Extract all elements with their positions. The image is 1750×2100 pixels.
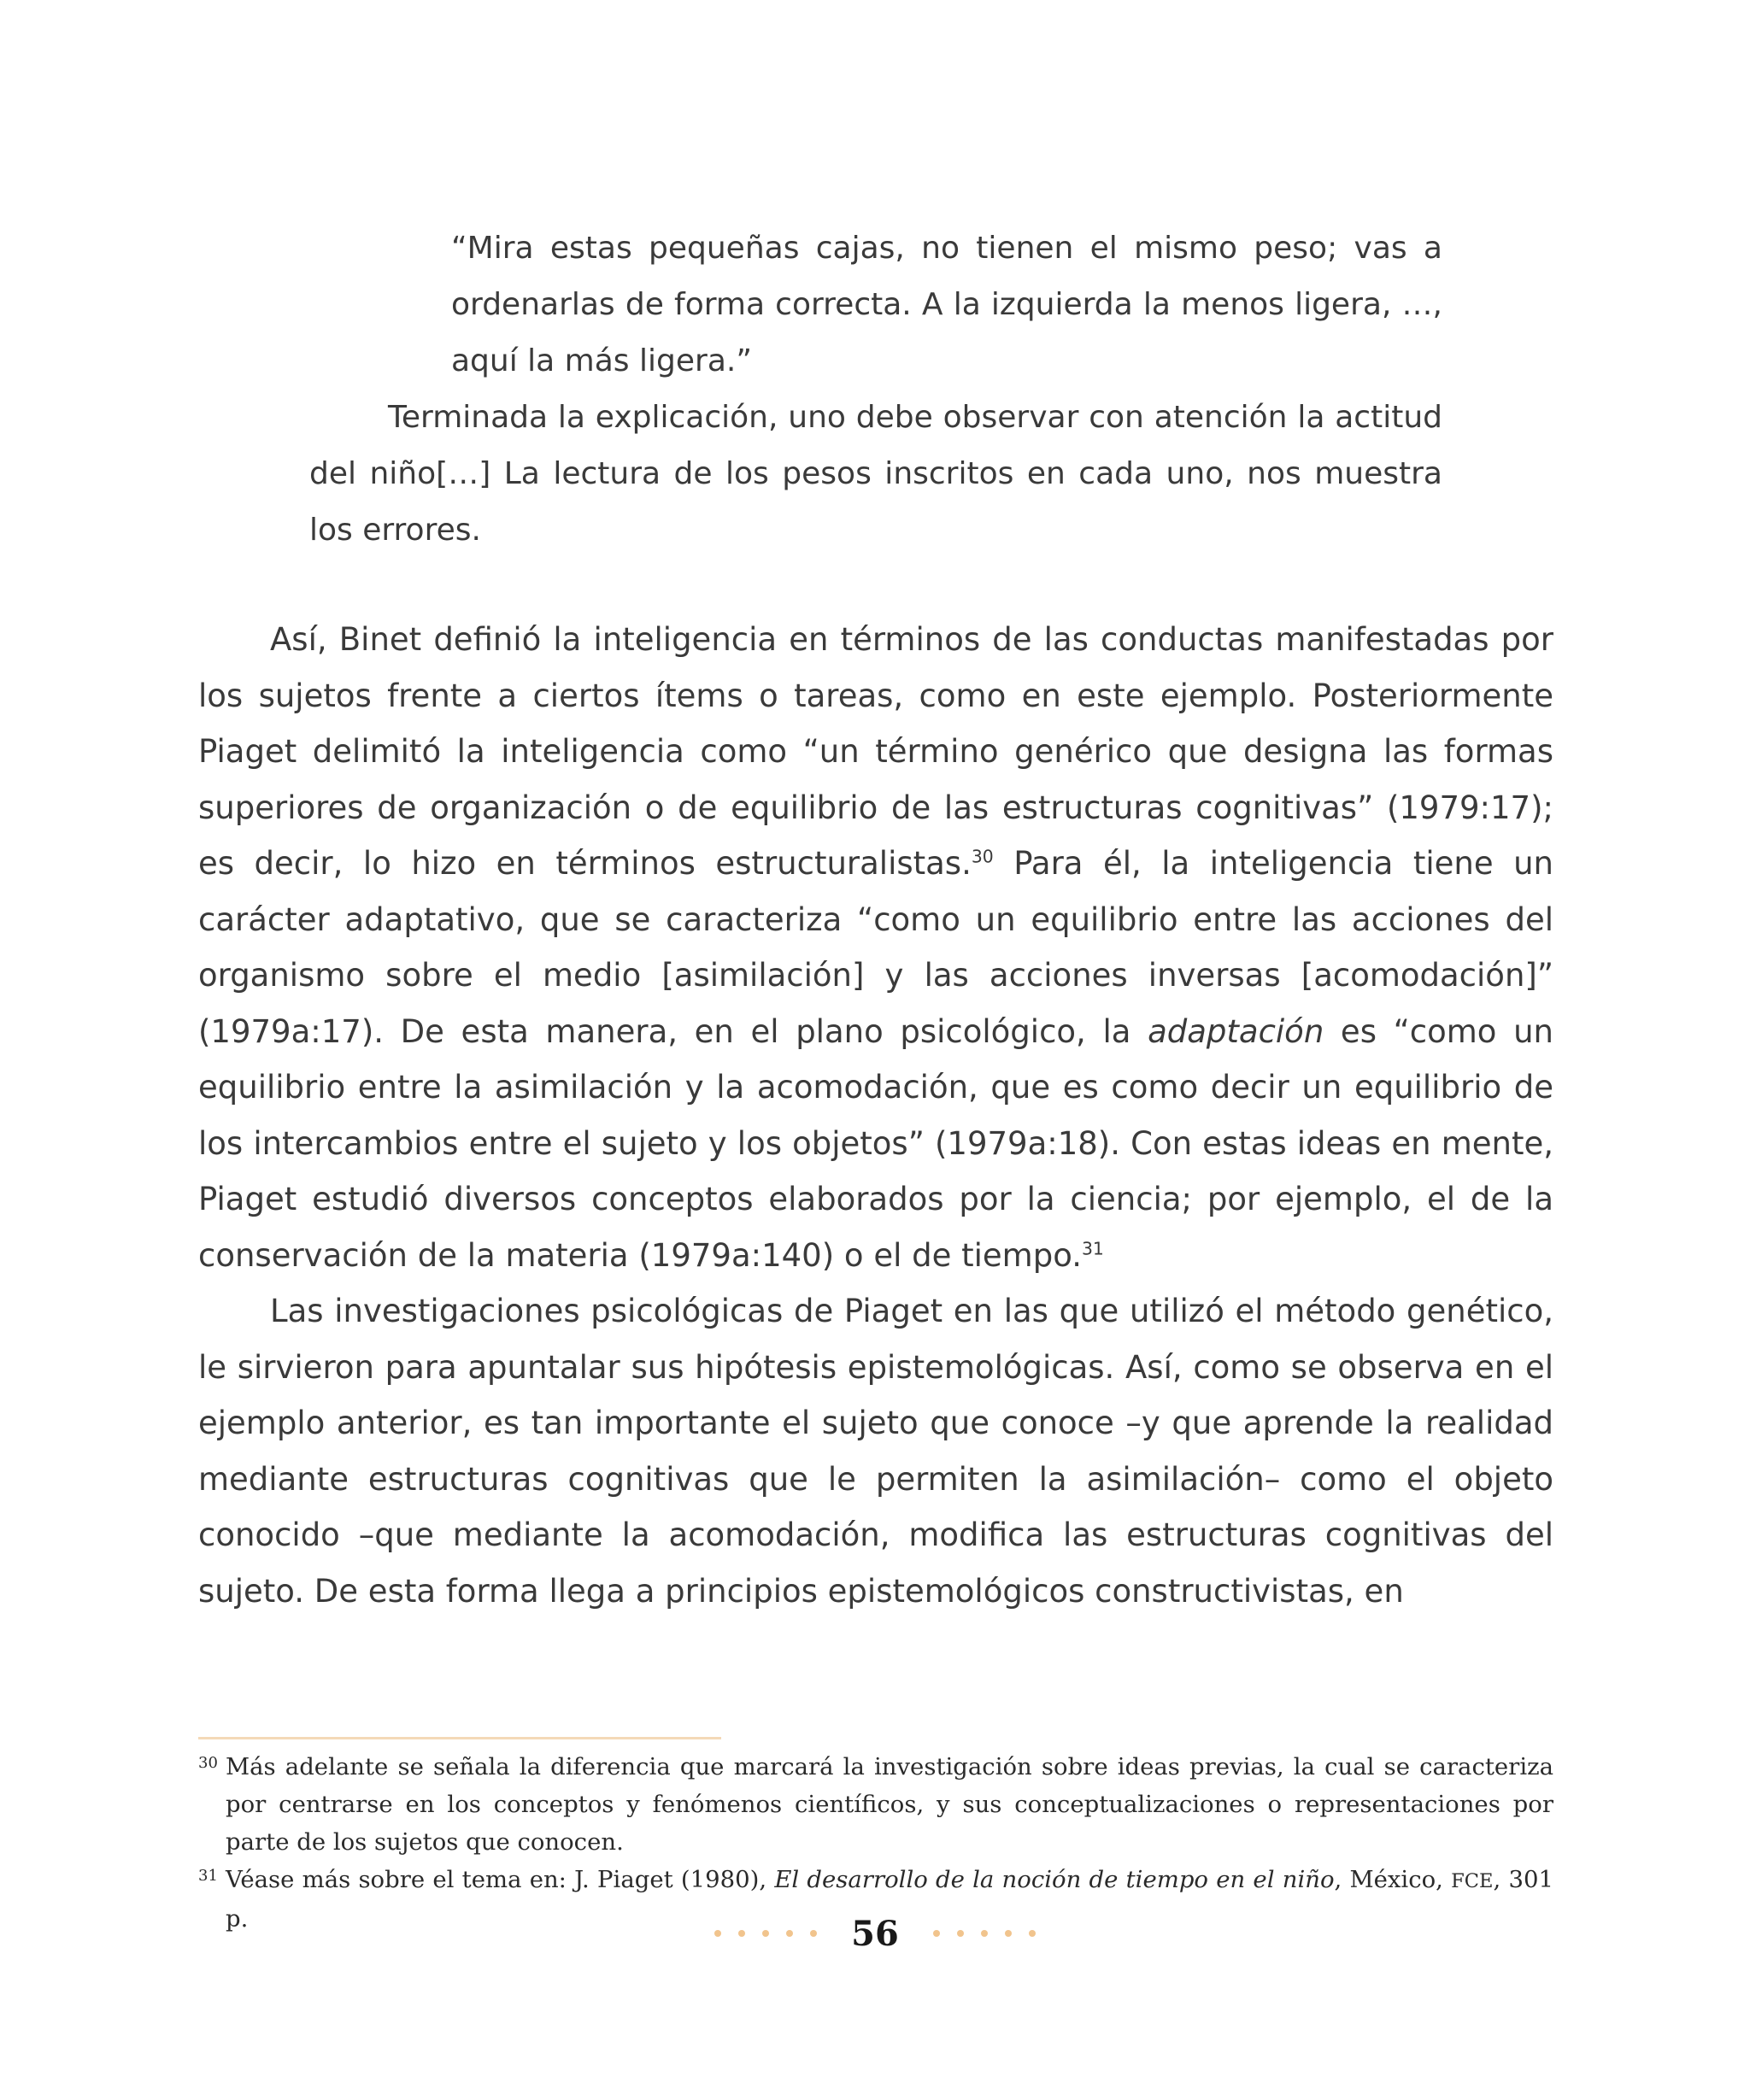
footnote-31: 31 Véase más sobre el tema en: J. Piaget (1980), El desarrollo de la noción de tiempo en el niño, México, FCE, 301 p. xyxy=(198,1861,1553,1938)
footnote-number: 31 xyxy=(198,1867,218,1885)
paragraph-2: Las investigaciones psicológicas de Piaget en las que utilizó el método genético, le sirvieron para apuntalar sus hipótesis epistemológicas. Así, como se observa en el ejemplo anterior, es tan importante el sujeto que conoce –y que aprende la realidad mediante estructuras cognitivas que le permiten la asimilación– como el objeto conocido –que mediante la acomodación, modifica las estructuras cognitivas del sujeto. De esta forma llega a principios epistemológicos constructivistas, en xyxy=(198,1293,1553,1610)
dot-icon xyxy=(714,1930,721,1937)
block-quote-continuation xyxy=(309,390,1442,559)
left-dots xyxy=(714,1930,817,1937)
italic-term: adaptación xyxy=(1148,1012,1324,1050)
footnote-separator xyxy=(198,1737,721,1739)
dot-icon xyxy=(981,1930,988,1937)
dot-icon xyxy=(933,1930,940,1937)
dot-icon xyxy=(762,1930,769,1937)
block-quote-inner xyxy=(451,220,1442,390)
dot-icon xyxy=(957,1930,964,1937)
dot-icon xyxy=(1029,1930,1036,1937)
footnote-ref-31[interactable]: 31 xyxy=(1081,1238,1104,1259)
dot-icon xyxy=(1005,1930,1012,1937)
footnote-number: 30 xyxy=(198,1754,218,1772)
dot-icon xyxy=(738,1930,745,1937)
footnote-text: Más adelante se señala la diferencia que marcará la investigación sobre ideas previas, la cual se caracteriza por centrarse en los conceptos y fenómenos científicos, y sus conceptualizaciones o representaciones por parte de los sujetos que conocen. xyxy=(226,1753,1553,1856)
paragraph-1: Así, Binet definió la inteligencia en términos de las conductas manifestadas por los sujetos frente a ciertos ítems o tareas, como en este ejemplo. Posteriormente Piaget delimitó la inteligencia como “un término genérico que designa las formas superiores de organización o de equilibrio de las estructuras cognitivas” (1979:17); es decir, lo hizo en términos estructuralistas.$^{30}$ Para él, la inteligencia tiene un carácter adaptativo, que se caracteriza “como un equilibrio entre las acciones del organismo sobre el medio [asimilación] y las acciones inversas [acomodación]” (1979a:17). De esta manera, en el plano psicológico, la adaptación es “como un equilibrio entre la asimilación y la acomodación, que es como decir un equilibrio de los intercambios entre el sujeto y los objetos” (1979a:18). Con estas ideas en mente, Piaget estudió diversos conceptos elaborados por la ciencia; por ejemplo, el de la conservación de la materia (1979a:140) o el de tiempo.$^{31}$ xyxy=(198,621,1553,1274)
page-number: 56 xyxy=(851,1913,899,1954)
right-dots xyxy=(933,1930,1036,1937)
book-title: El desarrollo de la noción de tiempo en el niño xyxy=(774,1866,1335,1893)
dot-icon xyxy=(810,1930,817,1937)
main-text xyxy=(198,612,1553,1619)
footnote-30 xyxy=(198,1748,1553,1861)
quote-text: “Mira estas pequeñas cajas, no tienen el mismo peso; vas a ordenarlas de forma correcta. A la izquierda la menos ligera, …, aquí la más ligera.” xyxy=(451,231,1442,378)
quote-continuation-text: Terminada la explicación, uno debe observar con atención la actitud del niño[…] La lectura de los pesos inscritos en cada uno, nos muestra los errores. xyxy=(309,400,1442,548)
dot-icon xyxy=(786,1930,793,1937)
page-footer xyxy=(0,1912,1750,1955)
publisher-abbrev: FCE xyxy=(1451,1870,1494,1892)
footnote-ref-30[interactable]: 30 xyxy=(971,846,994,867)
footnotes xyxy=(198,1748,1553,1938)
